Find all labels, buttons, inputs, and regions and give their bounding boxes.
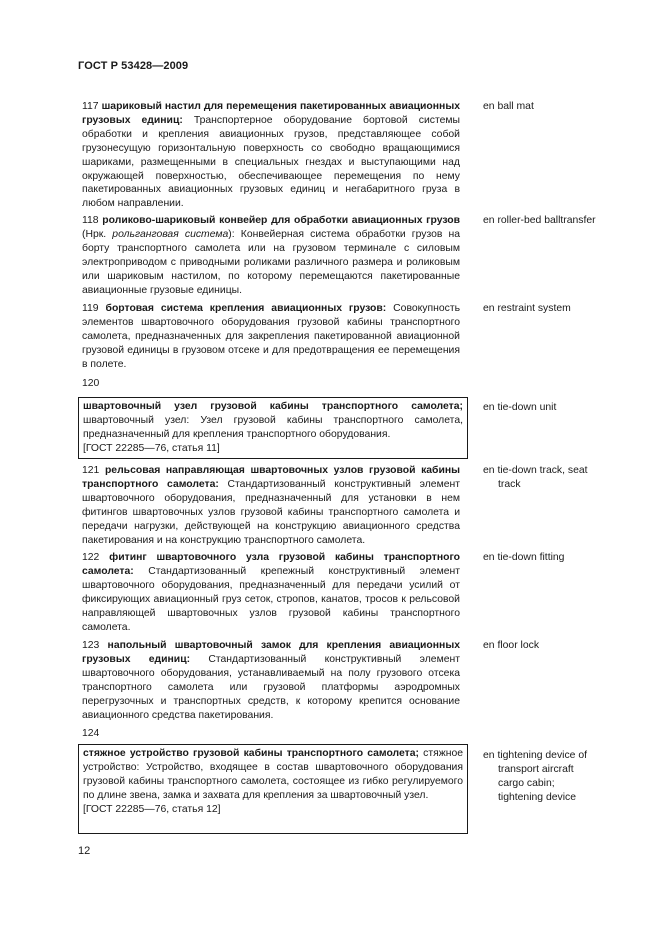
en-line: cargo cabin; [498, 777, 555, 789]
boxed-term-120 [78, 397, 468, 459]
en-equivalent-118: en roller-bed balltransfer [483, 215, 596, 226]
entry-number: 117 [82, 101, 99, 112]
en-equivalent-119: en restraint system [483, 303, 571, 314]
term-name: рельсовая направляющая швартовочных узлов грузовой кабины транспортного самолета: [82, 465, 460, 490]
term-reference: [ГОСТ 22285—76, статья 11] [83, 442, 220, 454]
en-line: en tie-down track, seat [483, 465, 588, 476]
document-header: ГОСТ Р 53428—2009 [78, 60, 189, 72]
page-number: 12 [78, 845, 91, 857]
term-name: роликово-шариковый конвейер для обработки авиационных грузов [102, 215, 460, 226]
term-entry-122 [82, 551, 460, 634]
entry-number: 122 [82, 552, 100, 563]
term-definition: швартовочный узел: Узел грузовой кабины транспортного самолета, предназначенный для крепления транспортного оборудования. [83, 414, 463, 440]
term-reference: [ГОСТ 22285—76, статья 12] [83, 803, 221, 815]
term-definition: Конвейерная система обработки грузов на борту транспортного самолета или на грузовом терминале с силовым электроприводом с приводными роликами различного размера и роликовым или шариковым настилом, по которому перемещаются пакетированные авиационные грузовые единицы. [82, 228, 461, 296]
en-equivalent-123: en floor lock [483, 640, 540, 651]
term-name: бортовая система крепления авиационных грузов: [105, 303, 387, 314]
boxed-term-124 [78, 744, 468, 834]
entry-number: 123 [82, 640, 100, 651]
term-note-italic: рольганговая система [112, 228, 229, 240]
term-definition: Стандартизованный конструктивный элемент швартовочного оборудования, предназначенный для установки в нем фитингов швартовочных узлов грузовой кабины транспортного самолета и передачи нагрузки, действующей на конструкцию авиационного средства пакетирования и на конструкцию транспортного самолета. [82, 478, 460, 546]
en-equivalent-122: en tie-down fitting [483, 552, 565, 563]
term-note-end: ): [228, 228, 235, 240]
en-line: transport aircraft [498, 763, 574, 775]
en-equivalent-124 [483, 749, 613, 805]
en-line: en tightening device of [483, 750, 587, 761]
term-name: швартовочный узел грузовой кабины транспортного самолета; [83, 401, 463, 412]
term-entry-121 [82, 464, 460, 547]
term-name: шариковый настил для перемещения пакетированных авиационных грузовых единиц: [82, 101, 460, 126]
term-definition: Стандартизованный конструктивный элемент швартовочного оборудования, устанавливаемый на полу грузового отсека транспортного самолета или грузовой платформы аэродромных перегрузочных и транспортных средств, к которому крепится основание авиационного средства пакетирования. [82, 653, 460, 721]
entry-number: 121 [82, 465, 100, 476]
term-name: напольный швартовочный замок для крепления авиационных грузовых единиц: [82, 640, 460, 665]
term-entry-123 [82, 639, 460, 722]
term-entry-119 [82, 302, 460, 372]
term-entry-117 [82, 100, 460, 211]
term-definition: стяжное устройство: Устройство, входящее в состав швартовочного оборудования грузовой кабины транспортного самолета, состоящее из гибко регулируемого по длине звена, замка и захвата для крепления за швартовочный узел. [83, 748, 463, 801]
term-note: (Нрк. [82, 228, 113, 240]
term-name: фитинг швартовочного узла грузовой кабины транспортного самолета: [82, 552, 461, 577]
en-equivalent-120: en tie-down unit [483, 402, 557, 413]
en-equivalent-121 [483, 464, 613, 492]
en-line: tightening device [498, 791, 576, 803]
entry-number: 118 [82, 215, 99, 226]
term-definition: Совокупность элементов швартовочного оборудования грузовой кабины транспортного самолета, предназначенных для закрепления пакетированной авиационной грузовой единицы в грузовом отсеке и для предотвращения ее перемещения в полете. [82, 303, 460, 370]
term-entry-118 [82, 214, 460, 297]
entry-number-120: 120 [82, 378, 100, 389]
entry-number-124: 124 [82, 728, 100, 739]
en-equivalent-117: en ball mat [483, 101, 534, 112]
entry-number: 119 [82, 303, 99, 314]
term-definition: Транспортерное оборудование бортовой системы обработки и крепления авиационных грузов, представляющее собой грузонесущую горизонтальную поверхность со свободно вращающимися шариками, размещенными в специальных гнездах и выступающими над окружающей поверхностью, обеспечивающее перемещения по нему пакетированных авиационных грузовых единиц и негабаритного груза в любом направлении. [82, 114, 460, 210]
en-line: track [498, 478, 521, 490]
term-name: стяжное устройство грузовой кабины транспортного самолета; [83, 748, 419, 759]
term-definition: Стандартизованный крепежный конструктивный элемент швартовочного оборудования, предназначенный для передачи усилий от фиксирующих авиационный груз сеток, стропов, канатов, тросов к рельсовой направляющей швартовочных узлов грузовой кабины транспортного самолета. [82, 565, 461, 633]
